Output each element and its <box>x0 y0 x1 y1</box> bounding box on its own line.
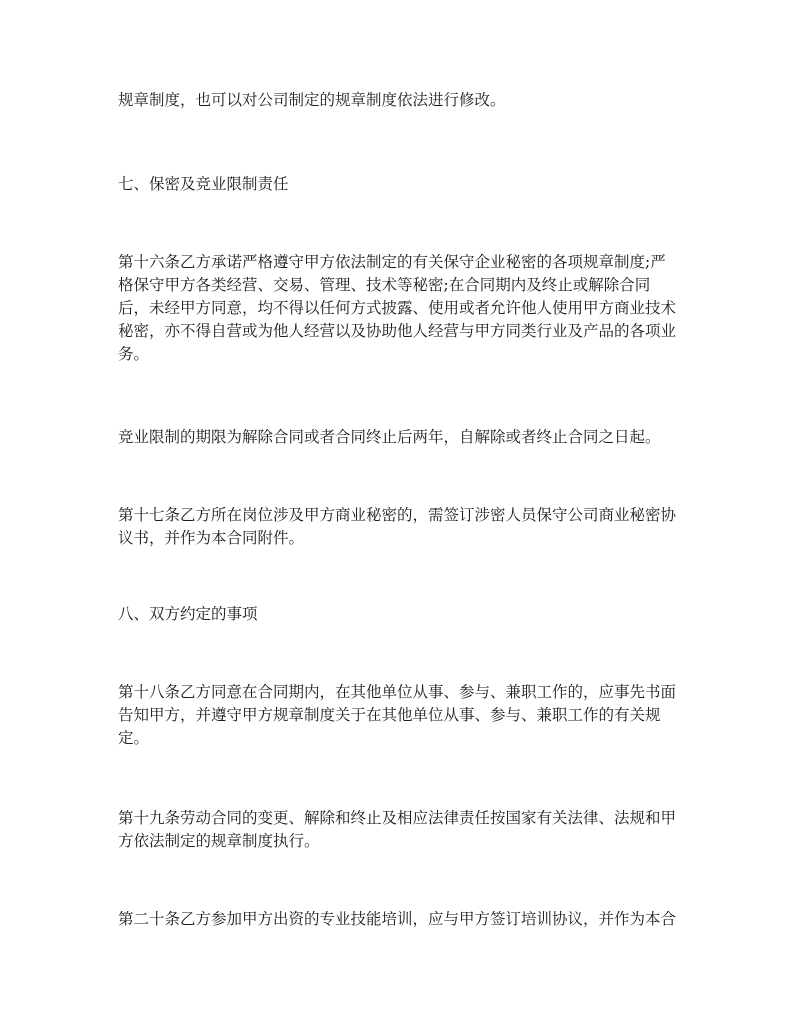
text-line: 后，未经甲方同意，均不得以任何方式披露、使用或者允许他人使用甲方商业技术 <box>118 299 677 317</box>
paragraph <box>118 807 718 853</box>
text-line: 秘密，亦不得自营或为他人经营以及协助他人经营与甲方同类行业及产品的各项业 <box>118 322 677 340</box>
text-line: 务。 <box>118 345 150 363</box>
text-line: 第十六条乙方承诺严格遵守甲方依法制定的有关保守企业秘密的各项规章制度;严 <box>118 253 666 271</box>
paragraph <box>118 504 718 550</box>
paragraph <box>118 426 718 449</box>
section-heading-text: 八、双方约定的事项 <box>118 605 258 623</box>
text-line: 第十九条劳动合同的变更、解除和终止及相应法律责任按国家有关法律、法规和甲 <box>118 809 677 827</box>
text-line: 定。 <box>118 729 150 747</box>
paragraph <box>118 251 718 366</box>
text-line: 方依法制定的规章制度执行。 <box>118 832 320 850</box>
section-heading-text: 七、保密及竞业限制责任 <box>118 175 289 193</box>
paragraph <box>118 908 718 931</box>
paragraph <box>118 89 718 112</box>
section-heading <box>118 173 718 196</box>
text-line: 竞业限制的期限为解除合同或者合同终止后两年，自解除或者终止合同之日起。 <box>118 428 661 446</box>
text-line: 规章制度，也可以对公司制定的规章制度依法进行修改。 <box>118 91 506 109</box>
section-heading <box>118 603 718 626</box>
paragraph <box>118 681 718 750</box>
text-line: 议书，并作为本合同附件。 <box>118 529 305 547</box>
text-line: 格保守甲方各类经营、交易、管理、技术等秘密;在合同期内及终止或解除合同 <box>118 276 651 294</box>
text-line: 第十七条乙方所在岗位涉及甲方商业秘密的，需签订涉密人员保守公司商业秘密协 <box>118 506 677 524</box>
text-line: 第二十条乙方参加甲方出资的专业技能培训，应与甲方签订培训协议，并作为本合 <box>118 910 677 928</box>
text-line: 告知甲方，并遵守甲方规章制度关于在其他单位从事、参与、兼职工作的有关规 <box>118 706 661 724</box>
text-line: 第十八条乙方同意在合同期内，在其他单位从事、参与、兼职工作的，应事先书面 <box>118 683 677 701</box>
